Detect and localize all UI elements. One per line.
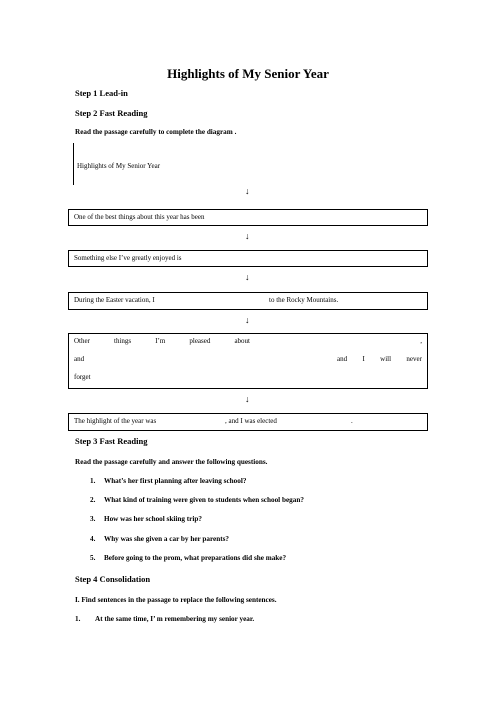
question-number: 3. <box>90 515 96 523</box>
diagram-start-label: Highlights of My Senior Year <box>77 162 161 170</box>
box4-line-2 <box>74 355 422 367</box>
box4-word: forget <box>74 373 91 381</box>
question-number: 4. <box>90 535 96 543</box>
box2-text: Something else I’ve greatly enjoyed is <box>74 254 182 262</box>
item-number: 1. <box>75 615 81 623</box>
part1-instruction: I. Find sentences in the passage to replace the following sentences. <box>75 596 277 604</box>
step1-heading: Step 1 Lead-in <box>75 88 128 98</box>
diagram-box-4 <box>68 333 428 389</box>
down-arrow-icon: ↓ <box>245 186 250 196</box>
question-number: 2. <box>90 496 96 504</box>
diagram-box-2 <box>68 250 428 267</box>
diagram-start <box>73 143 161 185</box>
box4-word: will <box>380 355 392 363</box>
step4-heading: Step 4 Consolidation <box>75 574 151 584</box>
box4-word: never <box>406 355 422 363</box>
step3-instruction: Read the passage carefully and answer the following questions. <box>75 458 268 466</box>
down-arrow-icon: ↓ <box>245 231 250 241</box>
step3-heading: Step 3 Fast Reading <box>75 436 148 446</box>
box4-word: Other <box>74 337 90 345</box>
question-text: What kind of training were given to students when school began? <box>104 496 304 504</box>
box4-word: things <box>114 337 132 345</box>
down-arrow-icon: ↓ <box>245 315 250 325</box>
question-text: Before going to the prom, what preparations did she make? <box>104 554 287 562</box>
box4-word: I’m <box>155 337 166 345</box>
diagram-box-3 <box>68 292 428 310</box>
box4-line-1 <box>74 337 422 349</box>
box4-word: and <box>74 355 85 363</box>
box4-comma: , <box>420 337 422 345</box>
diagram-box-1 <box>68 209 428 226</box>
question-item <box>90 554 286 562</box>
step2-heading: Step 2 Fast Reading <box>75 108 148 118</box>
box3-text-a: During the Easter vacation, I <box>74 296 155 304</box>
question-number: 5. <box>90 554 96 562</box>
box4-word: about <box>234 337 250 345</box>
question-item <box>90 477 246 485</box>
question-item <box>90 535 229 543</box>
box5-text-a: The highlight of the year was <box>74 417 157 425</box>
question-text: What’s her first planning after leaving school? <box>104 477 247 485</box>
diagram-box-5 <box>68 413 428 431</box>
question-number: 1. <box>90 477 96 485</box>
box4-word: I <box>362 355 365 363</box>
item-1 <box>75 615 254 623</box>
item-text: At the same time, I’ m remembering my senior year. <box>95 615 255 623</box>
box5-text-b: , and I was elected <box>225 417 277 425</box>
down-arrow-icon: ↓ <box>245 272 250 282</box>
box1-text: One of the best things about this year has been <box>74 213 205 221</box>
box5-text-c: . <box>351 417 353 425</box>
page-title: Highlights of My Senior Year <box>167 66 329 81</box>
down-arrow-icon: ↓ <box>245 394 250 404</box>
question-item <box>90 515 202 523</box>
box4-word: pleased <box>189 337 211 345</box>
question-text: Why was she given a car by her parents? <box>104 535 229 543</box>
box4-line-3 <box>74 373 422 385</box>
box4-word: and <box>337 355 348 363</box>
step2-instruction: Read the passage carefully to complete the diagram . <box>75 128 237 136</box>
question-item <box>90 496 304 504</box>
box3-text-b: to the Rocky Mountains. <box>269 296 339 304</box>
question-text: How was her school skiing trip? <box>104 515 202 523</box>
